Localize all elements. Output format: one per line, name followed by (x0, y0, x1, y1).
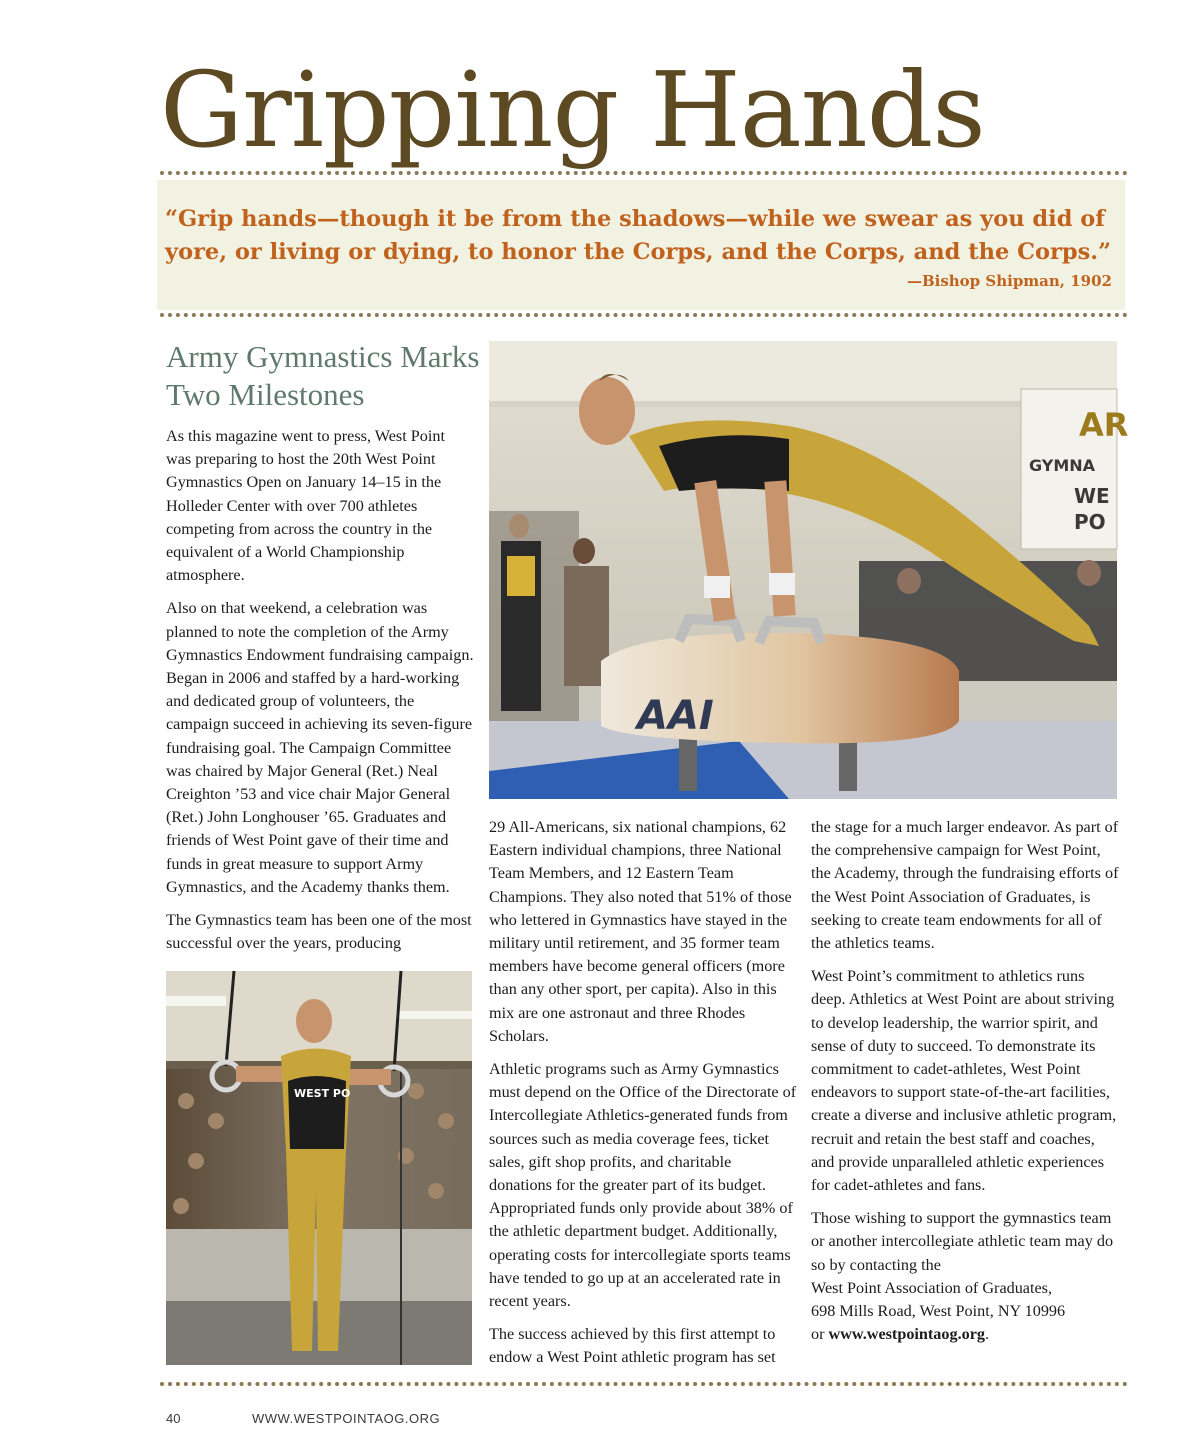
pull-quote-text: “Grip hands—though it be from the shadows—while we swear as you did of yore, or living or dying, to honor the Corps, and the Corps, and the Corps.” (165, 206, 1112, 265)
paragraph: As this magazine went to press, West Point was preparing to host the 20th West Point Gymnastics Open on January 14–15 in the Holleder Center with over 700 athletes competing from across the country in the equivalent of a World Championship atmosphere. (166, 427, 445, 585)
banner-text-po: PO (1074, 510, 1106, 534)
paragraph: Athletic programs such as Army Gymnastics must depend on the Office of the Directorate of Intercollegiate Athletics-generated funds from sources such as media coverage fees, ticket sales, gift shop profits, and charitable donations for the greater part of its budget. Appropriated funds only provide about 38% of the athletic department budget. Additionally, operating costs for intercollegiate sports teams have tended to go up at an accelerated rate in recent years. (489, 1060, 797, 1311)
column-2 (489, 816, 797, 1380)
paragraph: The Gymnastics team has been one of the most successful over the years, producing (166, 911, 472, 953)
paragraph: the stage for a much larger endeavor. As part of the comprehensive campaign for West Point, the Academy, through the fundraising efforts of the West Point Association of Graduates, is seeking to create team endowments for all of the athletics teams. (811, 818, 1119, 953)
contact-period: . (985, 1325, 990, 1344)
paragraph: 29 All-Americans, six national champions, 62 Eastern individual champions, three National Team Members, and 12 Eastern Team Champions. They also noted that 51% of those who lettered in Gymnastics have stayed in the military until retirement, and 35 former team members have become general officers (more than any other sport, per capita). Also in this mix are one astronaut and three Rhodes Scholars. (489, 818, 792, 1045)
pommel-horse-photo (489, 341, 1129, 799)
rings-photo (166, 971, 472, 1365)
page-number: 40 (166, 1411, 181, 1426)
paragraph: The success achieved by this first attempt to endow a West Point athletic program has set (489, 1325, 776, 1367)
paragraph: West Point’s commitment to athletics runs deep. Athletics at West Point are about striving to develop leadership, the warrior spirit, and sense of duty to succeed. To demonstrate its commitment to cadet-athletes, West Point endeavors to support state-of-the-art facilities, create a diverse and inclusive athletic program, recruit and retain the best staff and coaches, and provide unparalleled athletic experiences for cadet-athletes and fans. (811, 967, 1117, 1195)
contact-url-link[interactable]: www.westpointaog.org (828, 1325, 986, 1344)
contact-paragraph (811, 1207, 1121, 1346)
banner-text-we: WE (1074, 484, 1110, 508)
singlet-text: WEST PO (294, 1087, 351, 1100)
column-1 (166, 425, 474, 965)
paragraph: Also on that weekend, a celebration was planned to note the completion of the Army Gymnastics Endowment fundraising campaign. Began in 2006 and staffed by a hard-working and dedicated group of volunteers, the campaign succeed in achieving its seven-figure fundraising goal. The Campaign Committee was chaired by Major General (Ret.) Neal Creighton ’53 and vice chair Major General (Ret.) John Longhouser ’65. Graduates and friends of West Point gave of their time and funds in great measure to support Army Gymnastics, and the Academy thanks them. (166, 599, 474, 896)
column-3 (811, 816, 1121, 1356)
divider-top (160, 171, 1128, 175)
contact-lead: Those wishing to support the gymnastics team or another intercollegiate athletic team may do so by contacting the (811, 1209, 1114, 1274)
banner-text-ar: AR (1079, 406, 1129, 444)
divider-bottom (160, 1382, 1128, 1386)
page-title: Gripping Hands (160, 49, 985, 171)
banner-text-gym: GYMNA (1029, 456, 1096, 475)
footer-url: WWW.WESTPOINTAOG.ORG (252, 1411, 441, 1426)
divider-quote-bottom (160, 313, 1128, 317)
article-subhead: Army Gymnastics Marks Two Milestones (166, 339, 480, 412)
contact-address: 698 Mills Road, West Point, NY 10996 (811, 1302, 1066, 1321)
contact-or: or (811, 1325, 825, 1344)
pull-quote-attribution: —Bishop Shipman, 1902 (906, 272, 1112, 290)
contact-org: West Point Association of Graduates, (811, 1278, 1053, 1297)
pommel-brand: AAI (637, 693, 714, 739)
